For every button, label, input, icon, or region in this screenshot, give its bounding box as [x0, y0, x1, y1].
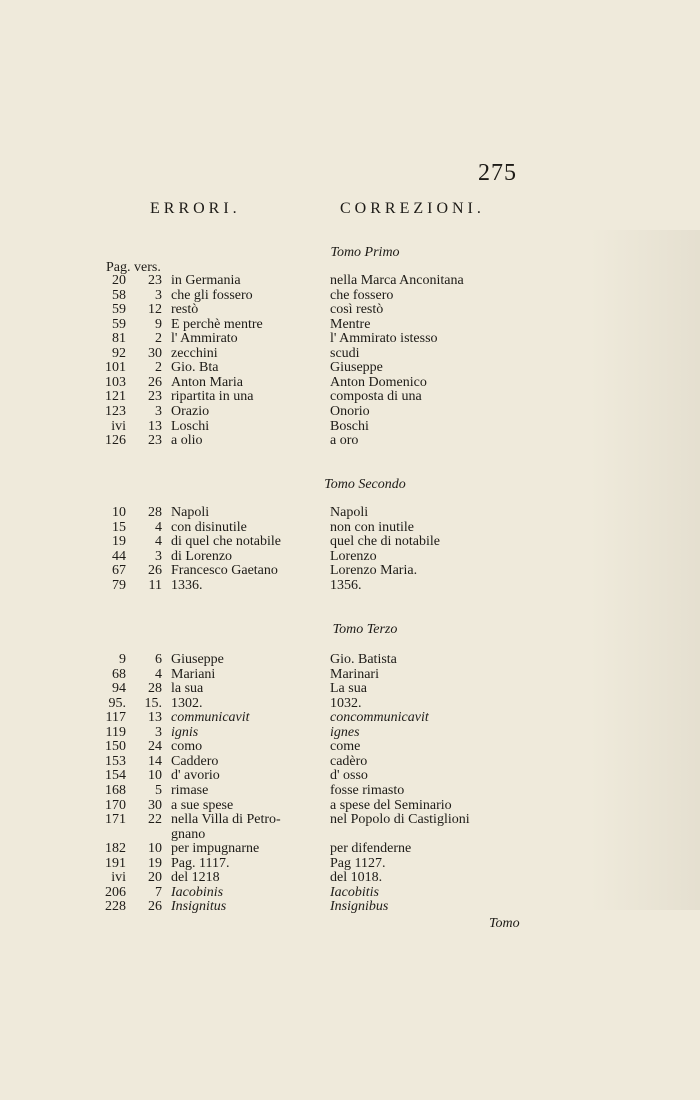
verse-ref: 4 — [155, 519, 162, 535]
error-text: como — [171, 739, 203, 755]
correction-text: Marinari — [330, 666, 379, 682]
page-ref: ivi — [111, 870, 126, 886]
page-ref: 9 — [119, 652, 126, 667]
error-text: Anton Maria — [171, 374, 243, 390]
error-text: che gli fossero — [171, 287, 253, 303]
verse-ref: 26 — [148, 563, 162, 579]
page-ref: 154 — [105, 768, 126, 784]
error-text: Francesco Gaetano — [171, 563, 278, 579]
page-ref: 228 — [105, 899, 126, 915]
correction-text: Onorio — [330, 403, 370, 419]
verse-ref: 2 — [155, 360, 162, 376]
page-ref: 126 — [105, 433, 126, 449]
error-text: per impugnarne — [171, 841, 260, 857]
verse-ref: 28 — [148, 505, 162, 520]
correction-text: così restò — [330, 302, 384, 318]
page-ref: 168 — [105, 782, 126, 798]
verse-ref: 23 — [148, 433, 162, 449]
page-ref: 79 — [112, 577, 126, 593]
error-text: d' avorio — [171, 768, 220, 784]
correction-text: a spese del Seminario — [330, 797, 452, 813]
verse-ref: 14 — [148, 753, 162, 769]
error-text: ripartita in una — [171, 389, 254, 405]
page-ref: 117 — [105, 710, 126, 726]
error-text: di Lorenzo — [171, 548, 233, 564]
page-ref: 170 — [105, 797, 126, 813]
page-ref: 81 — [112, 331, 126, 347]
correction-text: per difenderne — [330, 841, 412, 857]
page-ref: 58 — [112, 287, 126, 303]
error-text: Insignitus — [171, 899, 227, 915]
page-ref: ivi — [111, 418, 126, 434]
page-ref: 119 — [105, 724, 126, 740]
error-text: Mariani — [171, 666, 216, 682]
correction-text: concommunicavit — [330, 710, 429, 726]
error-text: Iacobinis — [171, 884, 224, 900]
verse-ref: 6 — [155, 652, 162, 667]
correction-text: Insignibus — [330, 899, 389, 915]
correction-text: La sua — [330, 681, 367, 697]
verse-ref: 23 — [148, 389, 162, 405]
correction-text: Mentre — [330, 316, 371, 332]
page-ref: 59 — [112, 316, 126, 332]
verse-ref: 13 — [148, 418, 162, 434]
correction-text: l' Ammirato istesso — [330, 331, 438, 347]
catchword: Tomo — [489, 916, 520, 931]
error-text: ignis — [171, 724, 199, 740]
correction-text: del 1018. — [330, 870, 383, 886]
error-text: l' Ammirato — [171, 331, 238, 347]
page-ref: 123 — [105, 403, 126, 419]
bleed-through-shadow — [590, 230, 700, 910]
page-ref: 95. — [108, 695, 126, 711]
verse-ref: 10 — [148, 768, 162, 784]
correction-text: come — [330, 739, 361, 755]
error-text: Loschi — [171, 418, 210, 434]
page-ref: 19 — [112, 534, 126, 550]
correction-text: a oro — [330, 433, 359, 449]
section-title-text: Tomo Primo — [330, 245, 400, 260]
error-text: a sue spese — [171, 797, 234, 813]
correction-text: Boschi — [330, 418, 369, 434]
verse-ref: 5 — [155, 782, 162, 798]
correction-text: nel Popolo di Castiglioni — [330, 812, 470, 828]
page-ref: 44 — [112, 548, 126, 564]
page-ref: 15 — [112, 519, 126, 535]
verse-ref: 23 — [148, 273, 162, 288]
page-ref: 191 — [105, 855, 126, 871]
correction-text: Pag 1127. — [330, 855, 386, 871]
verse-ref: 2 — [155, 331, 162, 347]
error-text: Gio. Bta — [171, 360, 219, 376]
error-text: a olio — [171, 433, 203, 449]
error-text: zecchini — [171, 345, 218, 361]
correction-text: non con inutile — [330, 519, 414, 535]
page-ref: 101 — [105, 360, 126, 376]
error-text: Napoli — [171, 505, 210, 520]
correction-text: Iacobitis — [330, 884, 379, 900]
section-title — [0, 477, 700, 493]
error-text: in Germania — [171, 273, 241, 288]
verse-ref: 28 — [148, 681, 162, 697]
verse-ref: 4 — [155, 534, 162, 550]
verse-ref: 4 — [155, 666, 162, 682]
error-text: con disinutile — [171, 519, 247, 535]
error-text: E perchè mentre — [171, 316, 263, 332]
page-ref: 103 — [105, 374, 126, 390]
page-ref: 67 — [112, 563, 126, 579]
error-text: 1302. — [171, 695, 203, 711]
correction-text: fosse rimasto — [330, 782, 405, 798]
verse-ref: 12 — [148, 302, 162, 318]
page-ref: 150 — [105, 739, 126, 755]
verse-ref: 10 — [148, 841, 162, 857]
error-text: Caddero — [171, 753, 219, 769]
error-text: di quel che notabile — [171, 534, 282, 550]
correction-text: Giuseppe — [330, 360, 383, 376]
verse-ref: 3 — [155, 287, 162, 303]
correction-text: che fossero — [330, 287, 394, 303]
error-text: rimase — [171, 782, 209, 798]
error-text: gnano — [171, 826, 206, 842]
verse-ref: 30 — [148, 797, 162, 813]
verse-ref: 24 — [148, 739, 162, 755]
correction-text: 1032. — [330, 695, 362, 711]
page-ref: 171 — [105, 812, 126, 828]
correction-text: Lorenzo — [330, 548, 377, 564]
verse-ref: 11 — [148, 577, 162, 593]
verse-ref: 3 — [155, 403, 162, 419]
section-title — [0, 622, 700, 638]
page-ref: 206 — [105, 884, 126, 900]
verse-ref: 19 — [148, 855, 162, 871]
verse-ref: 15. — [144, 695, 162, 711]
header-correzioni: CORREZIONI. — [340, 200, 485, 217]
section-title-text: Tomo Terzo — [332, 622, 398, 637]
verse-ref: 3 — [155, 548, 162, 564]
section-title-text: Tomo Secondo — [324, 477, 406, 492]
verse-ref: 26 — [148, 899, 162, 915]
error-text: la sua — [171, 681, 204, 697]
correction-text: scudi — [330, 345, 360, 361]
verse-ref: 22 — [148, 812, 162, 828]
header-errori: ERRORI. — [150, 200, 241, 217]
verse-ref: 7 — [155, 884, 162, 900]
page-ref: 153 — [105, 753, 126, 769]
correction-text: d' osso — [330, 768, 368, 784]
correction-text: quel che di notabile — [330, 534, 441, 550]
page-ref: 182 — [105, 841, 126, 857]
error-text: Giuseppe — [171, 652, 224, 667]
page-ref: 94 — [112, 681, 126, 697]
error-text: Orazio — [171, 403, 210, 419]
verse-ref: 9 — [155, 316, 162, 332]
error-text: communicavit — [171, 710, 250, 726]
verse-ref: 13 — [148, 710, 162, 726]
page-ref: 20 — [112, 273, 126, 288]
error-text: restò — [171, 302, 199, 318]
correction-text: cadèro — [330, 753, 368, 769]
error-text: del 1218 — [171, 870, 220, 886]
error-text: nella Villa di Petro- — [171, 812, 281, 828]
verse-ref: 3 — [155, 724, 162, 740]
page-ref: 92 — [112, 345, 126, 361]
correction-text: Anton Domenico — [330, 374, 427, 390]
correction-text: ignes — [330, 724, 360, 740]
verse-ref: 26 — [148, 374, 162, 390]
page-ref: 59 — [112, 302, 126, 318]
column-header: Pag. vers. — [106, 260, 161, 275]
correction-text: composta di una — [330, 389, 422, 405]
correction-text: 1356. — [330, 577, 362, 593]
error-text: Pag. 1117. — [171, 855, 230, 871]
page-number: 275 — [478, 160, 517, 186]
page-ref: 121 — [105, 389, 126, 405]
error-text: 1336. — [171, 577, 203, 593]
page-ref: 68 — [112, 666, 126, 682]
verse-ref: 20 — [148, 870, 162, 886]
correction-text: Lorenzo Maria. — [330, 563, 418, 579]
correction-text: nella Marca Anconitana — [330, 273, 464, 288]
verse-ref: 30 — [148, 345, 162, 361]
section-title — [0, 245, 700, 261]
page-ref: 10 — [112, 505, 126, 520]
correction-text: Gio. Batista — [330, 652, 397, 667]
correction-text: Napoli — [330, 505, 369, 520]
